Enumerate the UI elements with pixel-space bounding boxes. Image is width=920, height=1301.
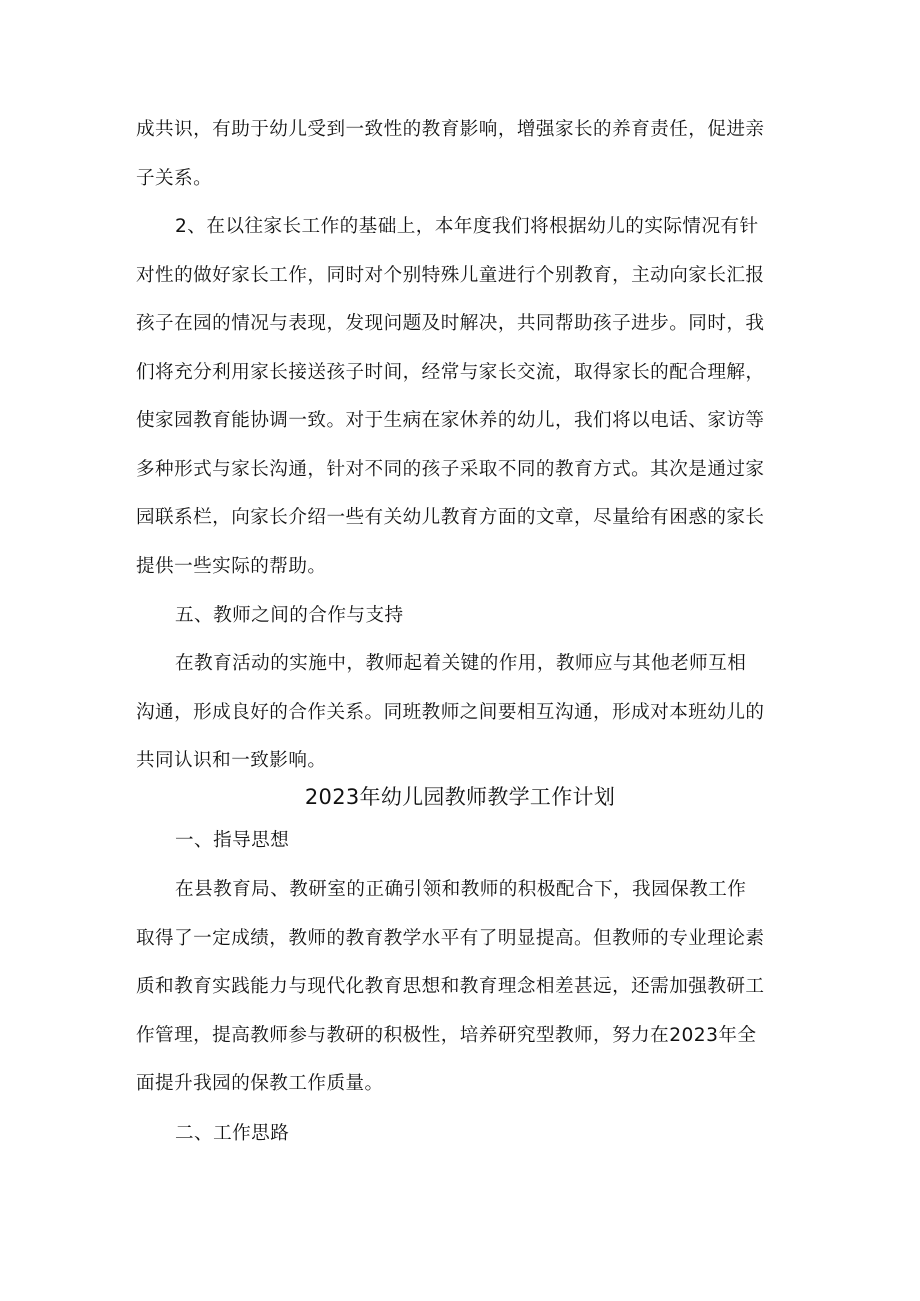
text-line: 沟通，形成良好的合作关系。同班教师之间要相互沟通，形成对本班幼儿的 xyxy=(136,701,765,723)
text-line: 提供一些实际的帮助。 xyxy=(136,555,327,577)
section-heading-teacher-cooperation xyxy=(136,592,788,641)
paragraph-parent-work xyxy=(136,203,788,591)
text-line: 成共识，有助于幼儿受到一致性的教育影响，增强家长的养育责任，促进亲 xyxy=(136,119,765,140)
paragraph-continuation xyxy=(136,106,788,203)
section-heading: 五、教师之间的合作与支持 xyxy=(175,605,404,626)
section-heading-work-approach xyxy=(136,1110,788,1159)
text-line: 孩子在园的情况与表现，发现问题及时解决，共同帮助孩子进步。同时，我 xyxy=(136,313,765,334)
document-title: 2023年幼儿园教师教学工作计划 xyxy=(304,785,616,809)
paragraph-teacher-cooperation xyxy=(136,640,788,786)
paragraph-guiding-ideology xyxy=(136,866,788,1109)
text-line: 作管理，提高教师参与教研的积极性，培养研究型教师，努力在2023年全 xyxy=(136,1024,757,1046)
text-line: 们将充分利用家长接送孩子时间，经常与家长交流，取得家长的配合理解， xyxy=(136,361,765,383)
text-line: 质和教育实践能力与现代化教育思想和教育理念相差甚远，还需加强教研工 xyxy=(136,976,765,997)
text-line: 共同认识和一致影响。 xyxy=(136,750,327,771)
text-line: 取得了一定成绩，教师的教育教学水平有了明显提高。但教师的专业理论素 xyxy=(136,927,765,949)
text-line: 园联系栏，向家长介绍一些有关幼儿教育方面的文章，尽量给有困惑的家长 xyxy=(136,507,765,528)
section-heading: 二、工作思路 xyxy=(175,1123,290,1144)
text-line: 在教育活动的实施中，教师起着关键的作用，教师应与其他老师互相 xyxy=(175,653,747,674)
text-line: 多种形式与家长沟通，针对不同的孩子采取不同的教育方式。其次是通过家 xyxy=(136,458,765,480)
text-line: 对性的做好家长工作，同时对个别特殊儿童进行个别教育，主动向家长汇报 xyxy=(136,264,765,286)
section-heading: 一、指导思想 xyxy=(175,830,290,851)
text-line: 在县教育局、教研室的正确引领和教师的积极配合下，我园保教工作 xyxy=(175,879,747,900)
text-line: 子关系。 xyxy=(136,167,213,189)
text-line: 面提升我园的保教工作质量。 xyxy=(136,1073,384,1094)
section-heading-guiding-ideology xyxy=(136,817,788,866)
text-line: 2、在以往家长工作的基础上，本年度我们将根据幼儿的实际情况有针 xyxy=(175,216,759,237)
text-line: 使家园教育能协调一致。对于生病在家休养的幼儿，我们将以电话、家访等 xyxy=(136,410,765,431)
